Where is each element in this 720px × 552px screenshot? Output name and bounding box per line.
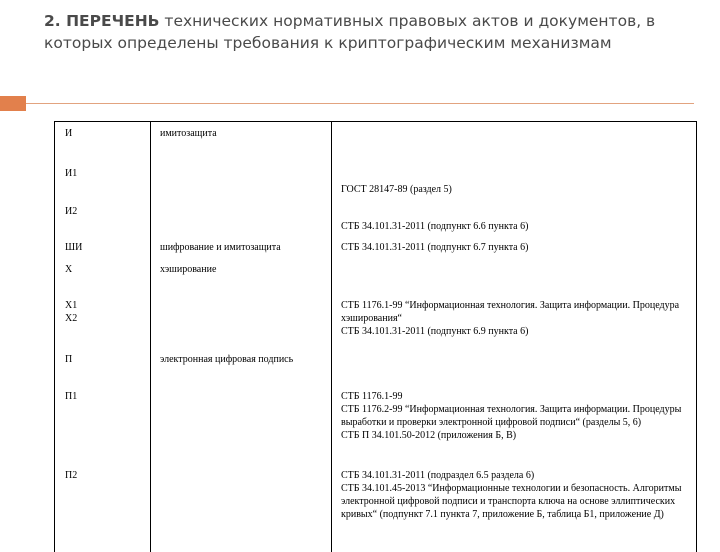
table-column-divider [331, 122, 332, 552]
mechanism-code: Х [65, 264, 73, 275]
slide-title [44, 10, 704, 54]
mechanism-code: И1 [65, 168, 78, 179]
standard-reference: ГОСТ 28147-89 (раздел 5) [341, 184, 452, 195]
slide-title-bold: 2. ПЕРЕЧЕНЬ [44, 12, 160, 30]
accent-line [26, 103, 694, 104]
standard-reference: СТБ 34.101.31-2011 (подпункт 6.6 пункта 6) [341, 221, 529, 232]
mechanism-code: И [65, 128, 73, 139]
standard-reference: СТБ 1176.1-99 СТБ 1176.2-99 “Информационная технология. Защита информации. Процедуры выработки и проверки электронной цифровой подписи“ (разделы 5, 6) СТБ П 34.101.50-2012 (приложения Б, В) [341, 391, 682, 441]
standard-reference: СТБ 1176.1-99 “Информационная технология. Защита информации. Процедура хэширования“ СТБ 34.101.31-2011 (подпункт 6.9 пункта 6) [341, 300, 680, 337]
mechanism-code: П2 [65, 470, 78, 481]
mechanism-code: П1 [65, 391, 78, 402]
table-column-divider [150, 122, 151, 552]
slide-title-rest: технических нормативных правовых актов и документов, в которых определены требования к криптографическим механизмам [44, 12, 656, 52]
mechanism-code: ШИ [65, 242, 83, 253]
requirements-table [54, 121, 697, 552]
standard-reference: СТБ 34.101.31-2011 (подраздел 6.5 раздела 6) СТБ 34.101.45-2013 “Информационные технологии и безопасность. Алгоритмы электронной цифровой подписи и транспорта ключа на основе эллиптических кривых“ (подпункт 7.1 пункта 7, приложение Б, таблица Б1, приложение Д) [341, 470, 682, 520]
standard-reference: СТБ 34.101.31-2011 (подпункт 6.7 пункта 6) [341, 242, 529, 253]
mechanism-name: хэширование [160, 264, 217, 275]
mechanism-name: имитозащита [160, 128, 217, 139]
mechanism-code: И2 [65, 206, 78, 217]
accent-square [0, 96, 26, 111]
mechanism-code: П [65, 354, 73, 365]
mechanism-name: шифрование и имитозащита [160, 242, 281, 253]
mechanism-code: Х1 Х2 [65, 300, 78, 324]
mechanism-name: электронная цифровая подпись [160, 354, 294, 365]
